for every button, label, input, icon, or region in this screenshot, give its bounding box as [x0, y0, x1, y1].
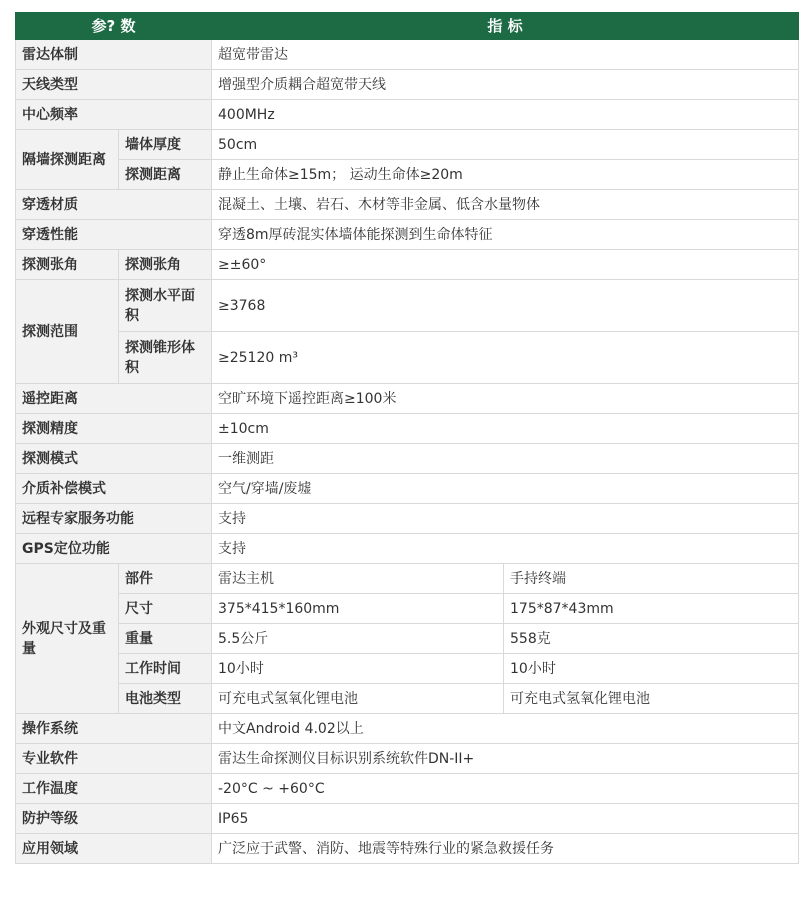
table-row	[16, 40, 799, 70]
table-row	[16, 190, 799, 220]
header-spec: 指 标	[212, 13, 799, 40]
table-row	[16, 804, 799, 834]
row-label: 专业软件	[16, 744, 212, 774]
table-row	[16, 684, 799, 714]
terminal-value: 手持终端	[504, 564, 799, 594]
row-value: 空旷环境下遥控距离≥100米	[212, 384, 799, 414]
table-row	[16, 774, 799, 804]
row-value: -20°C ~ +60°C	[212, 774, 799, 804]
table-header-row	[16, 13, 799, 40]
row-value: 一维测距	[212, 444, 799, 474]
table-row	[16, 250, 799, 280]
row-sub-label: 探测水平面积	[119, 280, 212, 332]
table-row	[16, 414, 799, 444]
table-row	[16, 714, 799, 744]
row-value: 50cm	[212, 130, 799, 160]
row-value: 中文Android 4.02以上	[212, 714, 799, 744]
row-label: GPS定位功能	[16, 534, 212, 564]
host-value: 375*415*160mm	[212, 594, 504, 624]
row-value: 400MHz	[212, 100, 799, 130]
row-value: 增强型介质耦合超宽带天线	[212, 70, 799, 100]
table-row	[16, 744, 799, 774]
row-label: 雷达体制	[16, 40, 212, 70]
row-label: 介质补偿模式	[16, 474, 212, 504]
row-value: ≥±60°	[212, 250, 799, 280]
row-value: IP65	[212, 804, 799, 834]
row-group-label: 探测张角	[16, 250, 119, 280]
row-label: 遥控距离	[16, 384, 212, 414]
row-value: 混凝土、土壤、岩石、木材等非金属、低含水量物体	[212, 190, 799, 220]
table-row	[16, 654, 799, 684]
row-value: 广泛应于武警、消防、地震等特殊行业的紧急救援任务	[212, 834, 799, 864]
row-sub-label: 墙体厚度	[119, 130, 212, 160]
row-sub-label: 探测锥形体积	[119, 332, 212, 384]
row-group-label: 外观尺寸及重量	[16, 564, 119, 714]
row-value: 雷达生命探测仪目标识别系统软件DN-II+	[212, 744, 799, 774]
row-label: 防护等级	[16, 804, 212, 834]
row-value: ≥25120 m³	[212, 332, 799, 384]
table-row	[16, 100, 799, 130]
header-param: 参? 数	[16, 13, 212, 40]
table-row	[16, 280, 799, 332]
row-label: 操作系统	[16, 714, 212, 744]
table-row	[16, 534, 799, 564]
row-label: 穿透性能	[16, 220, 212, 250]
row-value: 静止生命体≥15m； 运动生命体≥20m	[212, 160, 799, 190]
row-label: 远程专家服务功能	[16, 504, 212, 534]
row-label: 工作温度	[16, 774, 212, 804]
terminal-value: 可充电式氢氧化锂电池	[504, 684, 799, 714]
row-sub-label: 电池类型	[119, 684, 212, 714]
row-sub-label: 尺寸	[119, 594, 212, 624]
table-row	[16, 504, 799, 534]
table-row	[16, 160, 799, 190]
row-value: ≥3768	[212, 280, 799, 332]
table-row	[16, 332, 799, 384]
row-sub-label: 探测张角	[119, 250, 212, 280]
table-row	[16, 594, 799, 624]
host-value: 雷达主机	[212, 564, 504, 594]
row-label: 天线类型	[16, 70, 212, 100]
table-row	[16, 834, 799, 864]
row-sub-label: 工作时间	[119, 654, 212, 684]
row-value: 支持	[212, 534, 799, 564]
row-group-label: 探测范围	[16, 280, 119, 384]
row-label: 中心频率	[16, 100, 212, 130]
row-sub-label: 重量	[119, 624, 212, 654]
row-sub-label: 探测距离	[119, 160, 212, 190]
terminal-value: 558克	[504, 624, 799, 654]
table-row	[16, 624, 799, 654]
table-row	[16, 444, 799, 474]
table-row	[16, 220, 799, 250]
host-value: 10小时	[212, 654, 504, 684]
row-label: 探测模式	[16, 444, 212, 474]
terminal-value: 10小时	[504, 654, 799, 684]
terminal-value: 175*87*43mm	[504, 594, 799, 624]
row-value: 空气/穿墙/废墟	[212, 474, 799, 504]
host-value: 可充电式氢氧化锂电池	[212, 684, 504, 714]
host-value: 5.5公斤	[212, 624, 504, 654]
spec-table	[15, 12, 799, 864]
row-sub-label: 部件	[119, 564, 212, 594]
row-group-label: 隔墙探测距离	[16, 130, 119, 190]
row-label: 穿透材质	[16, 190, 212, 220]
row-label: 应用领域	[16, 834, 212, 864]
table-row	[16, 564, 799, 594]
table-row	[16, 474, 799, 504]
row-value: 支持	[212, 504, 799, 534]
table-row	[16, 130, 799, 160]
row-value: 穿透8m厚砖混实体墙体能探测到生命体特征	[212, 220, 799, 250]
row-value: ±10cm	[212, 414, 799, 444]
table-row	[16, 70, 799, 100]
table-row	[16, 384, 799, 414]
row-label: 探测精度	[16, 414, 212, 444]
row-value: 超宽带雷达	[212, 40, 799, 70]
